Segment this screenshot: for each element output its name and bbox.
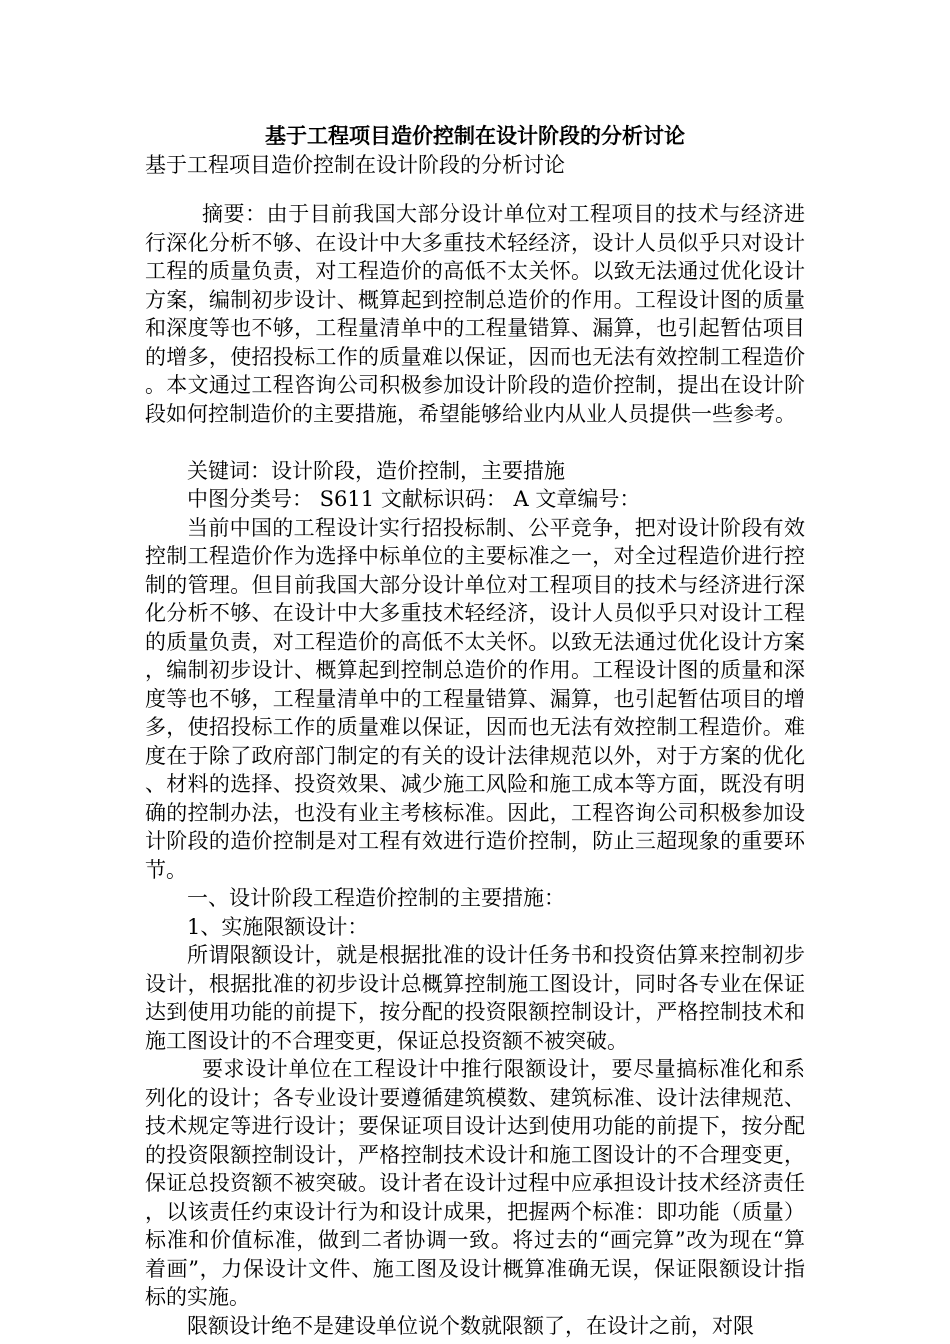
document-subtitle: 基于工程项目造价控制在设计阶段的分析讨论	[145, 153, 565, 177]
body-paragraph: 限额设计绝不是建设单位说个数就限额了，在设计之前，对限	[187, 1313, 754, 1338]
document-body	[145, 200, 805, 1340]
paragraph-spacer	[145, 428, 805, 457]
body-paragraph: 当前中国的工程设计实行招投标制、公平竞争，把对设计阶段有效控制工程造价作为选择中标单位的主要标准之一，对全过程造价进行控制的管理。但目前我国大部分设计单位对工程项目的技术与经济进行深化分析不够、在设计中大多重技术轻经济，设计人员似乎只对设计工程的质量负责，对工程造价的高低不太关怀。以致无法通过优化设计方案，编制初步设计、概算起到控制总造价的作用。工程设计图的质量和深度等也不够，工程量清单中的工程量错算、漏算，也引起暂估项目的增多，使招投标工作的质量难以保证，因而也无法有效控制工程造价。难度在于除了政府部门制定的有关的设计法律规范以外，对于方案的优化、材料的选择、投资效果、减少施工风险和施工成本等方面，既没有明确的控制办法，也没有业主考核标准。因此，工程咨询公司积极参加设计阶段的造价控制是对工程有效进行造价控制，防止三超现象的重要环节。	[145, 515, 805, 882]
body-paragraph: 要求设计单位在工程设计中推行限额设计，要尽量搞标准化和系列化的设计；各专业设计要遵循建筑模数、建筑标准、设计法律规范、技术规定等进行设计；要保证项目设计达到使用功能的前提下，按分配的投资限额控制设计，严格控制技术设计和施工图设计的不合理变更，保证总投资额不被突破。设计者在设计过程中应承担设计技术经济责任，以该责任约束设计行为和设计成果，把握两个标准：即功能（质量）标准和价值标准，做到二者协调一致。将过去的“画完算”改为现在“算着画”，力保设计文件、施工图及设计概算准确无误，保证限额设计指标的实施。	[145, 1057, 805, 1309]
document-title: 基于工程项目造价控制在设计阶段的分析讨论	[265, 123, 685, 148]
body-paragraph: 所谓限额设计，就是根据批准的设计任务书和投资估算来控制初步设计，根据批准的初步设计总概算控制施工图设计，同时各专业在保证达到使用功能的前提下，按分配的投资限额控制设计，严格控制技术和施工图设计的不合理变更，保证总投资额不被突破。	[145, 943, 805, 1053]
keywords-line: 关键词：设计阶段，造价控制，主要措施	[187, 458, 565, 483]
subsection-heading: 1、实施限额设计：	[187, 914, 369, 939]
classification-line: 中图分类号： S611 文献标识码： A 文章编号：	[187, 487, 641, 511]
abstract-paragraph: 摘要：由于目前我国大部分设计单位对工程项目的技术与经济进行深化分析不够、在设计中大多重技术轻经济，设计人员似乎只对设计工程的质量负责，对工程造价的高低不太关怀。以致无法通过优化设计方案，编制初步设计、概算起到控制总造价的作用。工程设计图的质量和深度等也不够，工程量清单中的工程量错算、漏算，也引起暂估项目的增多，使招投标工作的质量难以保证，因而也无法有效控制工程造价。本文通过工程咨询公司积极参加设计阶段的造价控制，提出在设计阶段如何控制造价的主要措施，希望能够给业内从业人员提供一些参考。	[145, 202, 805, 426]
section-heading: 一、设计阶段工程造价控制的主要措施：	[187, 886, 565, 910]
